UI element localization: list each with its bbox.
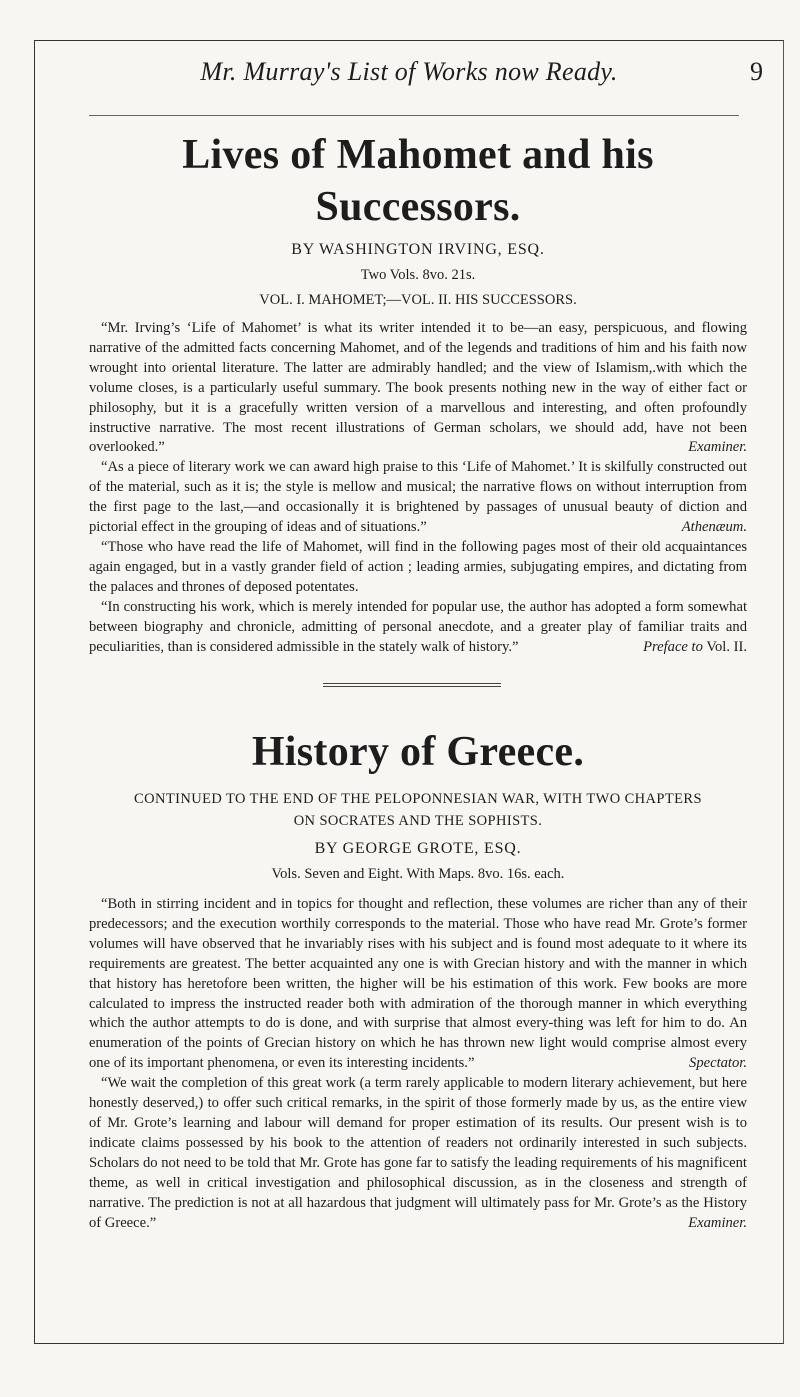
review-source: Athenæum.: [681, 519, 747, 536]
review-quote: [89, 895, 747, 1074]
review-text: “In constructing his work, which is merely intended for popular use, the author has adopted a form somewhat between biography and chronicle, admitting of personal anecdote, and a greater play of familiar traits and peculiarities, than is considered admissible in the stately walk of history.”: [89, 598, 747, 655]
review-quote: [89, 319, 747, 458]
book-subtitle: [89, 788, 747, 832]
book-title: Lives of Mahomet and his Successors.: [182, 132, 654, 230]
review-source: Examiner.: [688, 1214, 747, 1231]
review-quote: [89, 538, 747, 598]
book-volumes: VOL. I. MAHOMET;—VOL. II. HIS SUCCESSORS.: [259, 292, 577, 308]
review-list: [89, 895, 747, 1233]
review-text: “As a piece of literary work we can award high praise to this ‘Life of Mahomet.’ It is skilfully constructed out of the material, such as it is; the style is mellow and musical; the narrative flows on without interruption from the first page to the last,—and occasionally it is brightened by passages of unusual beauty of diction and pictorial effect in the grouping of ideas and of situations.”: [89, 459, 747, 536]
review-text: “We wait the completion of this great work (a term rarely applicable to modern literary achievement, but here honestly deserved,) to offer such critical remarks, in the spirit of those formerly made by us, as the entire view of Mr. Grote’s learning and labour will demand for proper estimation of its results. Our present wish is to indicate claims possessed by his book to the attention of readers not ordinarily interested in such subjects. Scholars do not need to be told that Mr. Grote has gone far to satisfy the leading requirements of his magnificent theme, as well in critical investigation and philosophical discussion, as in the closeness and strength of narrative. The prediction is not at all hazardous that judgment will ultimately pass for Mr. Grote’s as the History of Greece.”: [89, 1075, 747, 1231]
book-listing-greece: [89, 726, 747, 1233]
book-subtitle-line: ON SOCRATES AND THE SOPHISTS.: [293, 813, 543, 829]
book-author: BY WASHINGTON IRVING, ESQ.: [291, 241, 545, 258]
book-title: History of Greece.: [251, 729, 585, 775]
review-list: [89, 319, 747, 657]
running-title: Mr. Murray's List of Works now Ready.: [200, 57, 618, 86]
page-header: [35, 57, 783, 101]
review-text: “Both in stirring incident and in topics for thought and reflection, these volumes are richer than any of their predecessors; and the execution worthily corresponds to the material. Those who have read Mr. Grote’s former volumes will have observed that he invariably rises with his subject and is found most adequate to it where its requirements are greatest. The better acquainted any one is with Grecian history and with the manner in which that history has heretofore been written, the higher will be his estimation of this work. Few books are more calculated to impress the instructed reader both with admiration of the thorough manner in which everything which the author attempts to do is done, and with surprise that almost every-thing was left for him to do. An enumeration of the points of Grecian history on which he has thrown new light would comprise almost every one of its important phenomena, or even its interesting incidents.”: [89, 896, 747, 1072]
book-subtitle-line: CONTINUED TO THE END OF THE PELOPONNESIAN WAR, WITH TWO CHAPTERS: [134, 791, 702, 807]
review-source: [631, 638, 747, 658]
review-source: Spectator.: [689, 1055, 747, 1072]
review-quote: [89, 458, 747, 538]
review-source: Examiner.: [688, 439, 747, 456]
book-edition: Vols. Seven and Eight. With Maps. 8vo. 16s. each.: [271, 866, 565, 882]
book-edition: Two Vols. 8vo. 21s.: [360, 267, 476, 283]
review-text: “Those who have read the life of Mahomet, will find in the following pages most of their old acquaintances again engaged, but in a vastly grander field of action ; leading armies, subjugating empires, and dictating from the palaces and thrones of deposed potentates.: [89, 538, 747, 595]
header-rule: [89, 115, 739, 116]
book-author: BY GEORGE GROTE, ESQ.: [314, 840, 522, 857]
review-quote: [89, 598, 747, 658]
section-divider: [323, 683, 501, 689]
page-frame: [34, 40, 784, 1344]
review-source-volume: Vol. II.: [706, 638, 747, 655]
page-number: 9: [750, 57, 763, 86]
book-listing-mahomet: [89, 129, 747, 657]
review-source-label: Preface to: [643, 638, 703, 655]
review-text: “Mr. Irving’s ‘Life of Mahomet’ is what its writer intended it to be—an easy, perspicuous, and flowing narrative of the admitted facts concerning Mahomet, and of the legends and traditions of him and his faith now wrought into oriental literature. The latter are admirably handled; and the view of Islamism,.with which the volume closes, is a particularly useful summary. The book presents nothing new in the way of either fact or philosophy, but it is a gracefully written version of a marvellous and interesting, and often profoundly instructive narrative. The most recent illustrations of German scholars, we should add, have not been overlooked.”: [89, 320, 747, 456]
review-quote: [89, 1074, 747, 1233]
